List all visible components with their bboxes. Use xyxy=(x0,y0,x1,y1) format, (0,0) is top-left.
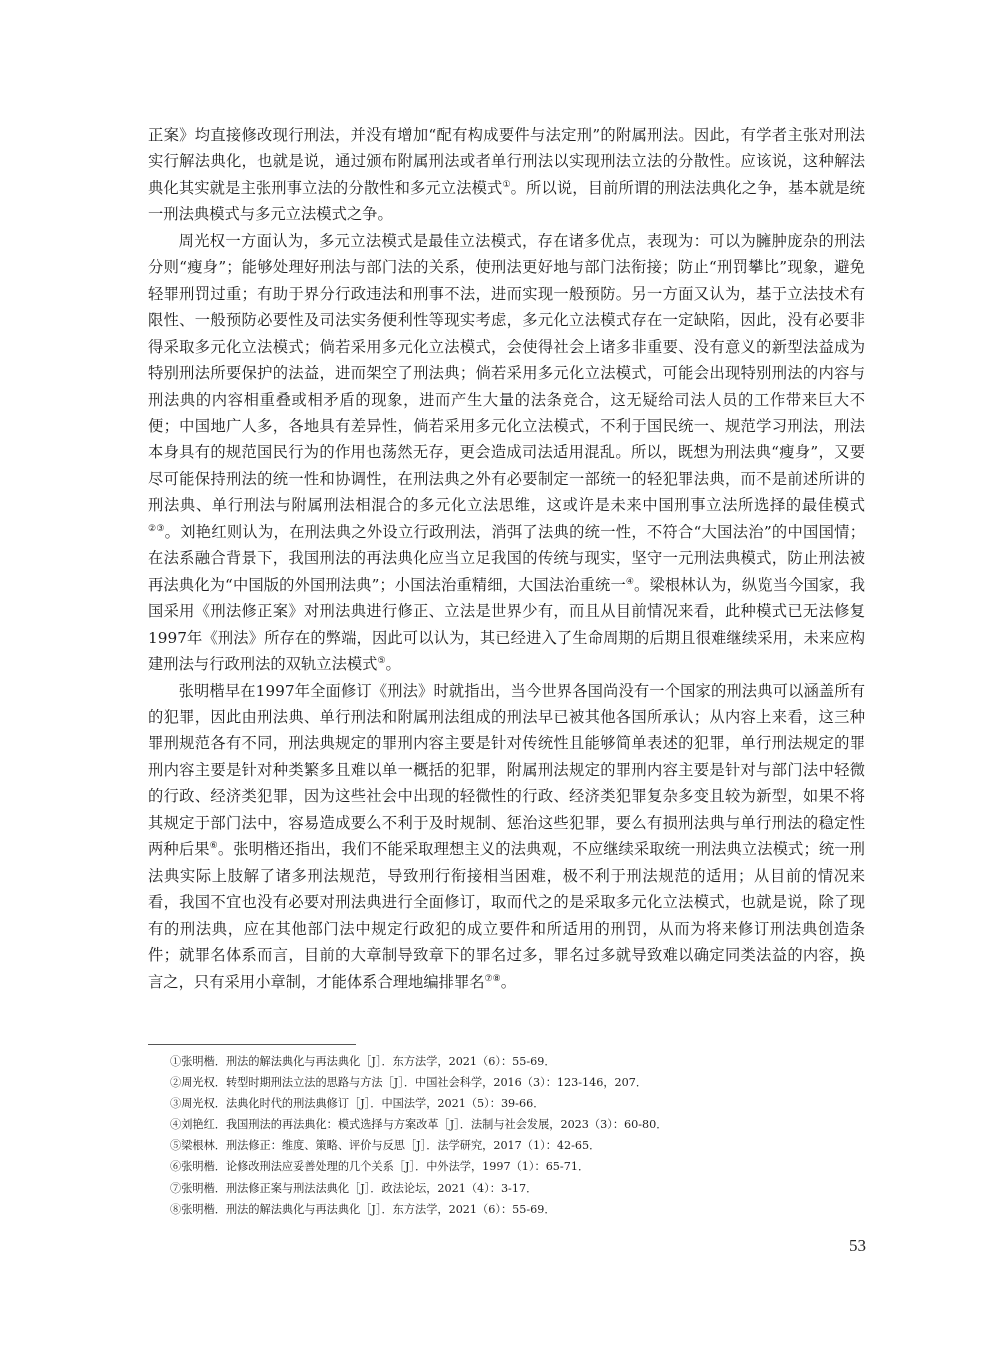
footnote: ⑥张明楷．论修改刑法应妥善处理的几个关系［J］．中外法学，1997（1）：65-71． xyxy=(170,1160,590,1174)
paragraph xyxy=(148,678,865,995)
footnote-ref: ⑦⑧ xyxy=(484,973,501,984)
paragraph xyxy=(148,122,865,228)
page-number: 53 xyxy=(849,1236,866,1255)
footnote-ref: ① xyxy=(502,179,511,190)
text-run: 。 xyxy=(500,972,516,991)
footnote: ⑤梁根林．刑法修正：维度、策略、评价与反思［J］．法学研究，2017（1）：42-65． xyxy=(170,1139,601,1153)
footnote-ref: ⑤ xyxy=(377,656,386,667)
text-run: 张明楷早在1997年全面修订《刑法》时就指出，当今世界各国尚没有一个国家的刑法典可以涵盖所有的犯罪，因此由刑法典、单行刑法和附属刑法组成的刑法早已被其他各国所承认；从内容上来看，这三种罪刑规范各有不同，刑法典规定的罪刑内容主要是针对传统性且能够简单表述的犯罪，单行刑法规定的罪刑内容主要是针对种类繁多且难以单一概括的犯罪，附属刑法规定的罪刑内容主要是针对与部门法中轻微的行政、经济类犯罪，因为这些社会中出现的轻微性的行政、经济类犯罪复杂多变且较为新型，如果不将其规定于部门法中，容易造成要么不利于及时规制、惩治这些犯罪，要么有损刑法典与单行刑法的稳定性两种后果 xyxy=(148,681,865,859)
footnote: ③周光权．法典化时代的刑法典修订［J］．中国法学，2021（5）：39-66． xyxy=(170,1097,545,1111)
footnote: ②周光权．转型时期刑法立法的思路与方法［J］．中国社会科学，2016（3）：123-146，207． xyxy=(170,1076,648,1090)
footnote-ref: ④ xyxy=(625,576,635,587)
text-run: 正案》均直接修改现行刑法，并没有增加“配有构成要件与法定刑”的附属刑法。因此，有学者主张对刑法实行解法典化，也就是说，通过颁布附属刑法或者单行刑法以实现刑法立法的分散性。应该说，这种解法典化其实就是主张刑事立法的分散性和多元立法模式 xyxy=(148,126,865,197)
text-run: 。梁根林认为，纵览当今国家，我国采用《刑法修正案》对刑法典进行修正、立法是世界少有，而且从目前情况来看，此种模式已无法修复1997年《刑法》所存在的弊端，因此可以认为，其已经进入了生命周期的后期且很难继续采用，未来应构建刑法与行政刑法的双轨立法模式 xyxy=(148,575,865,674)
body-text xyxy=(148,122,865,995)
text-run: 。张明楷还指出，我们不能采取理想主义的法典观，不应继续采取统一刑法典立法模式；统一刑法典实际上肢解了诸多刑法规范，导致刑行衔接相当困难，极不利于刑法规范的适用；从目前的情况来看，我国不宜也没有必要对刑法典进行全面修订，取而代之的是采取多元化立法模式，也就是说，除了现有的刑法典，应在其他部门法中规定行政犯的成立要件和所适用的刑罚，从而为将来修订刑法典创造条件；就罪名体系而言，目前的大章制导致章下的罪名过多，罪名过多就导致难以确定同类法益的内容，换言之，只有采用小章制，才能体系合理地编排罪名 xyxy=(148,840,865,991)
footnotes xyxy=(170,1051,860,1220)
footnote-ref: ②③ xyxy=(148,523,165,534)
footnote-ref: ⑥ xyxy=(209,841,218,852)
footnote: ④刘艳红．我国刑法的再法典化：模式选择与方案改革［J］．法制与社会发展，2023（3）：60-80． xyxy=(170,1118,668,1132)
text-run: 周光权一方面认为，多元立法模式是最佳立法模式，存在诸多优点，表现为：可以为臃肿庞杂的刑法分则“瘦身”；能够处理好刑法与部门法的关系，使刑法更好地与部门法衔接；防止“刑罚攀比”现象，避免轻罪刑罚过重；有助于界分行政违法和刑事不法，进而实现一般预防。另一方面又认为，基于立法技术有限性、一般预防必要性及司法实务便利性等现实考虑，多元化立法模式存在一定缺陷，因此，没有必要非得采取多元化立法模式；倘若采用多元化立法模式，会使得社会上诸多非重要、没有意义的新型法益成为特别刑法所要保护的法益，进而架空了刑法典；倘若采用多元化立法模式，可能会出现特别刑法的内容与刑法典的内容相重叠或相矛盾的现象，进而产生大量的法条竞合，这无疑给司法人员的工作带来巨大不便；中国地广人多，各地具有差异性，倘若采用多元化立法模式，不利于国民统一、规范学习刑法，刑法本身具有的规范国民行为的作用也荡然无存，更会造成司法适用混乱。所以，既想为刑法典“瘦身”，又要尽可能保持刑法的统一性和协调性，在刑法典之外有必要制定一部统一的轻犯罪法典，而不是前述所讲的刑法典、单行刑法与附属刑法相混合的多元化立法思维，这或许是未来中国刑事立法所选择的最佳模式 xyxy=(148,231,865,515)
text-run: 。 xyxy=(385,655,401,674)
paragraph xyxy=(148,228,865,678)
text-run: 。刘艳红则认为，在刑法典之外设立行政刑法，消弭了法典的统一性，不符合“大国法治”的中国国情；在法系融合背景下，我国刑法的再法典化应当立足我国的传统与现实，坚守一元刑法典模式，防止刑法被再法典化为“中国版的外国刑法典”；小国法治重精细，大国法治重统一 xyxy=(148,522,865,594)
footnote: ⑦张明楷．刑法修正案与刑法法典化［J］．政法论坛，2021（4）：3-17． xyxy=(170,1181,538,1195)
text-run: 。所以说，目前所谓的刑法法典化之争，基本就是统一刑法典模式与多元立法模式之争。 xyxy=(148,178,865,224)
footnote: ①张明楷．刑法的解法典化与再法典化［J］．东方法学，2021（6）：55-69． xyxy=(170,1055,556,1068)
footnote: ⑧张明楷．刑法的解法典化与再法典化［J］．东方法学，2021（6）：55-69． xyxy=(170,1202,556,1216)
footnote-separator xyxy=(148,1044,356,1045)
